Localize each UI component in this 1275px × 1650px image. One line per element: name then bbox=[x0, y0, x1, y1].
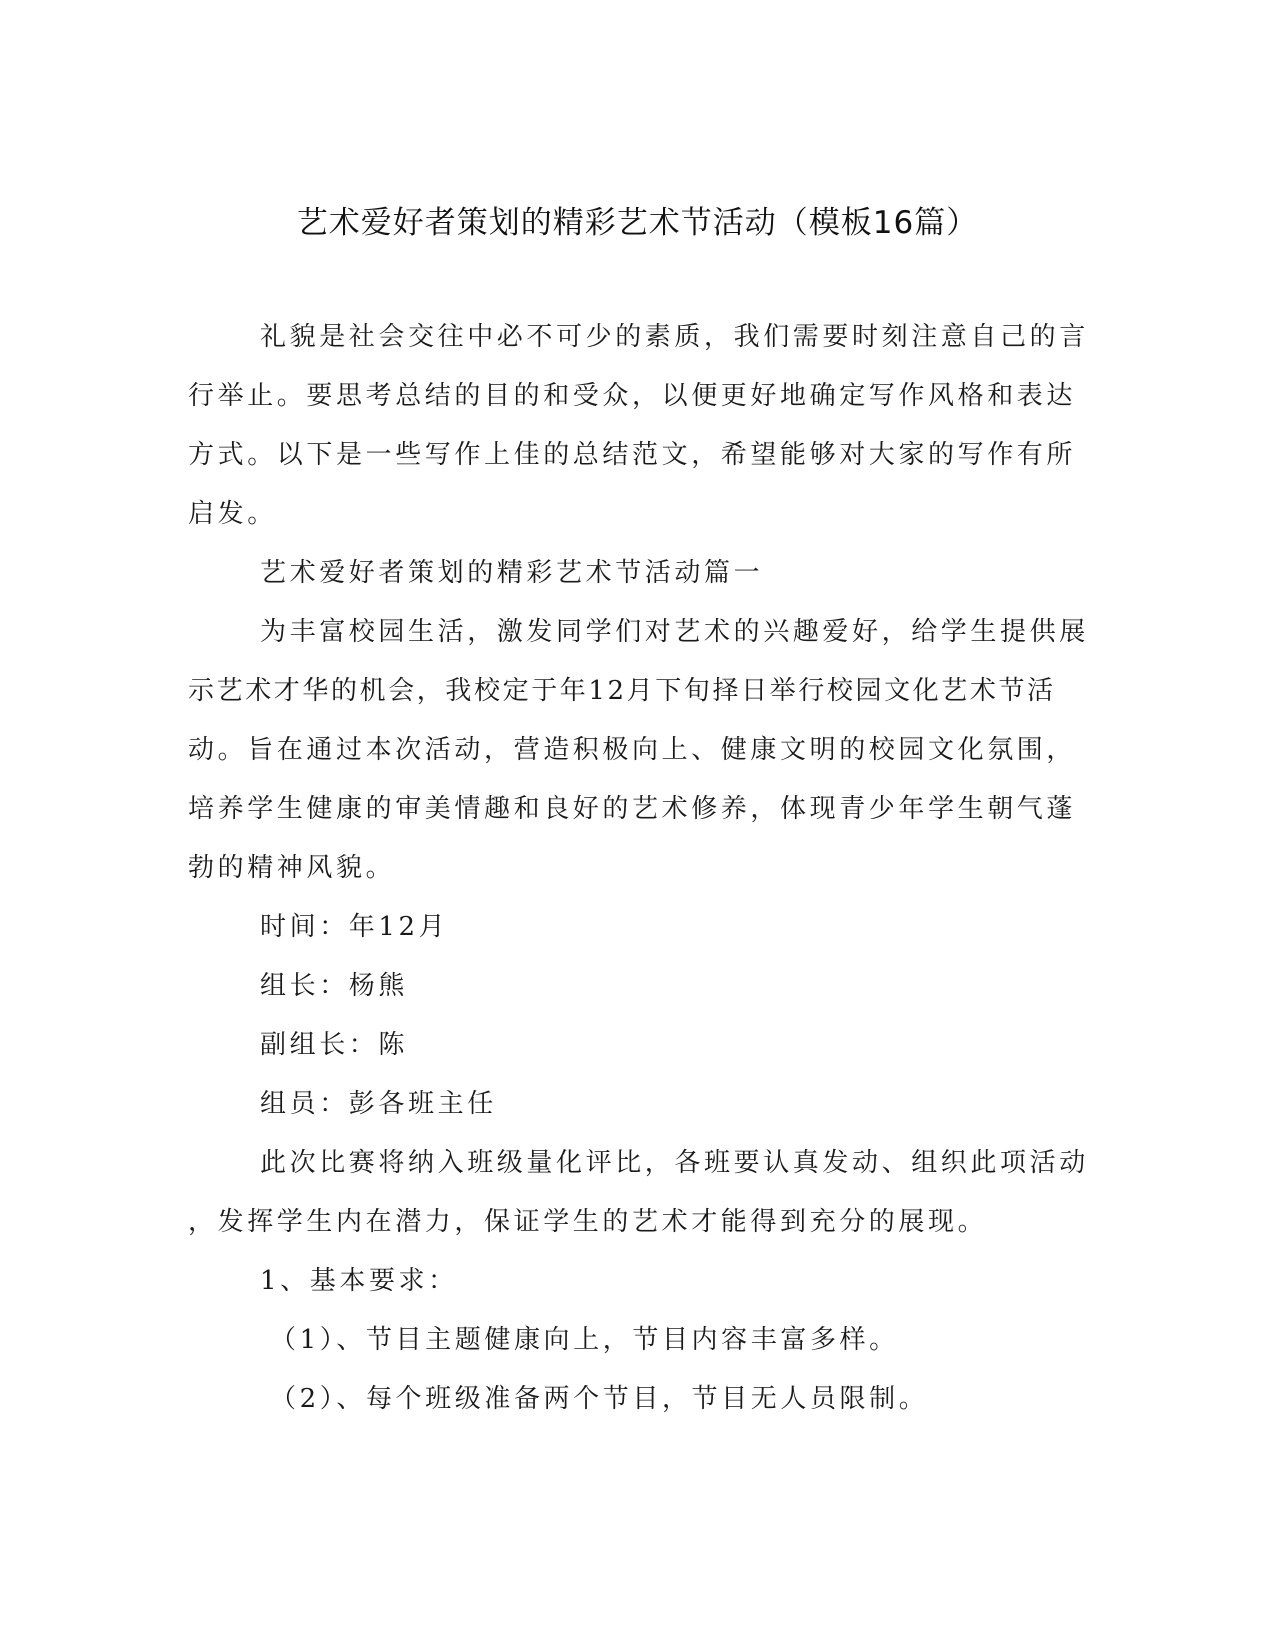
info-deputy-leader: 副组长：陈 bbox=[260, 1030, 409, 1060]
paragraph-line: 动。旨在通过本次活动，营造积极向上、健康文明的校园文化氛围， bbox=[188, 735, 1077, 765]
paragraph-line: 方式。以下是一些写作上佳的总结范文，希望能够对大家的写作有所 bbox=[188, 440, 1077, 470]
info-leader: 组长：杨熊 bbox=[260, 971, 409, 1001]
document-title: 艺术爱好者策划的精彩艺术节活动（模板16篇） bbox=[296, 205, 979, 241]
list-heading: 1、基本要求： bbox=[260, 1266, 458, 1296]
paragraph-line: 此次比赛将纳入班级量化评比，各班要认真发动、组织此项活动 bbox=[260, 1148, 1089, 1178]
paragraph-line: 礼貌是社会交往中必不可少的素质，我们需要时刻注意自己的言 bbox=[260, 322, 1089, 352]
list-item: （2）、每个班级准备两个节目，节目无人员限制。 bbox=[270, 1384, 929, 1414]
paragraph-line: 培养学生健康的审美情趣和良好的艺术修养，体现青少年学生朝气蓬 bbox=[188, 794, 1077, 824]
paragraph-line: 启发。 bbox=[188, 499, 277, 529]
info-members: 组员：彭各班主任 bbox=[260, 1089, 497, 1119]
paragraph-line: ，发挥学生内在潜力，保证学生的艺术才能得到充分的展现。 bbox=[188, 1207, 988, 1237]
paragraph-line: 行举止。要思考总结的目的和受众，以便更好地确定写作风格和表达 bbox=[188, 381, 1077, 411]
paragraph-line: 勃的精神风貌。 bbox=[188, 853, 396, 883]
list-item: （1）、节目主题健康向上，节目内容丰富多样。 bbox=[270, 1325, 899, 1355]
paragraph-line: 示艺术才华的机会，我校定于年12月下旬择日举行校园文化艺术节活 bbox=[188, 676, 1056, 706]
paragraph-line: 为丰富校园生活，激发同学们对艺术的兴趣爱好，给学生提供展 bbox=[260, 617, 1089, 647]
info-time: 时间：年12月 bbox=[260, 912, 449, 942]
section-heading: 艺术爱好者策划的精彩艺术节活动篇一 bbox=[260, 558, 764, 588]
